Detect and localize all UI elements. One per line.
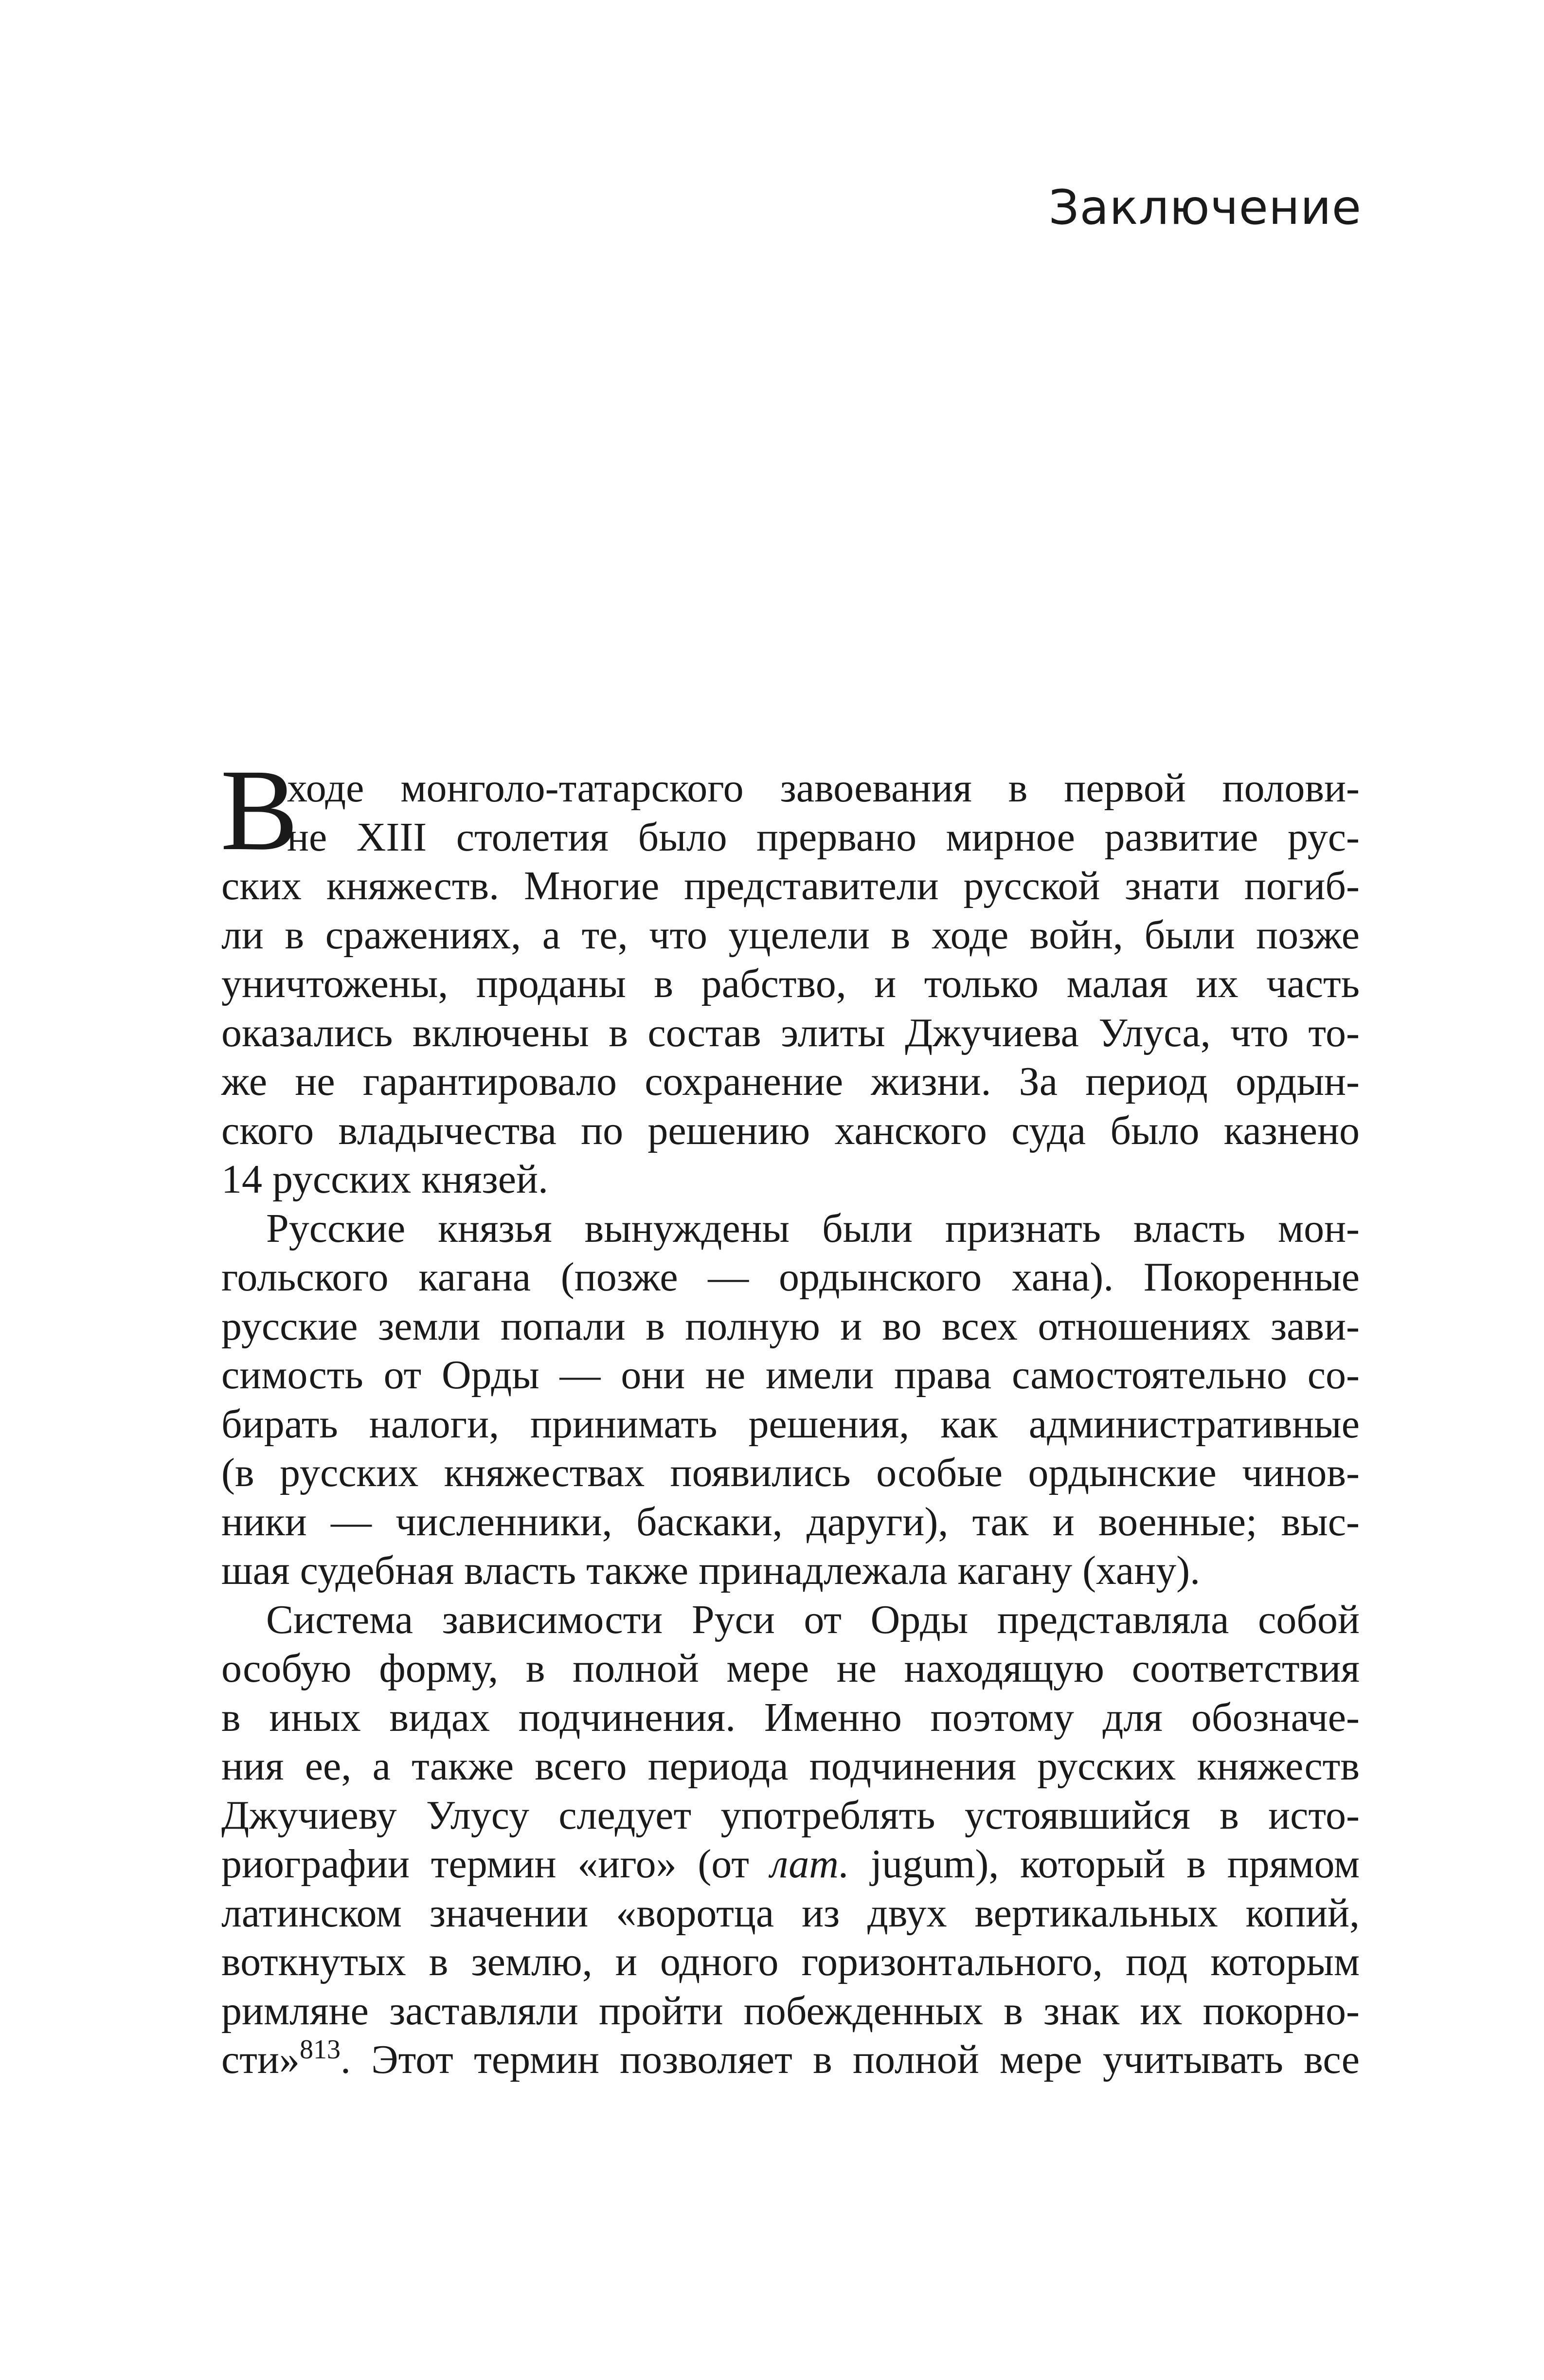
text-line xyxy=(221,1204,1360,1254)
text-line xyxy=(221,1644,1360,1693)
text-line xyxy=(221,1498,1360,1547)
text-line xyxy=(221,1987,1360,2036)
paragraph-2 xyxy=(221,1204,1360,1596)
line-text: бирать налоги, принимать решения, как административные xyxy=(221,1401,1360,1447)
line-text: (в русских княжествах появились особые ордынские чинов- xyxy=(221,1450,1360,1495)
text-line xyxy=(221,1155,1360,1204)
line-text: ники — численники, баскаки, даруги), так и военные; выс- xyxy=(221,1499,1360,1544)
line-text: римляне заставляли пройти побежденных в знак их покорно- xyxy=(221,1988,1360,2034)
line-text: же не гарантировало сохранение жизни. За период ордын- xyxy=(221,1059,1360,1104)
line-text: русские земли попали в полную и во всех отношениях зави- xyxy=(221,1303,1360,1349)
text-line xyxy=(221,1351,1360,1400)
text-line xyxy=(221,1009,1360,1058)
line-text: шая судебная власть также принадлежала кагану (хану). xyxy=(221,1548,1201,1593)
line-text-end: jugum), который в прямом xyxy=(849,1841,1360,1887)
text-line xyxy=(221,911,1360,960)
text-line xyxy=(221,1546,1360,1596)
text-line xyxy=(221,1889,1360,1938)
line-text: не XIII столетия было прервано мирное развитие рус- xyxy=(287,814,1360,860)
line-text: симость от Орды — они не имели права самостоятельно со- xyxy=(221,1352,1360,1398)
text-line xyxy=(221,960,1360,1009)
line-text: оказались включены в состав элиты Джучиева Улуса, что то- xyxy=(221,1010,1360,1055)
line-text: ния ее, а также всего периода подчинения русских княжеств xyxy=(221,1744,1360,1789)
text-line xyxy=(221,1938,1360,1987)
line-text: особую форму, в полной мере не находящую соответствия xyxy=(221,1646,1360,1691)
line-text-end: . Этот термин позволяет в полной мере учитывать все xyxy=(340,2037,1360,2082)
text-line xyxy=(221,1057,1360,1107)
paragraph-3 xyxy=(221,1596,1360,2085)
text-line xyxy=(221,1400,1360,1449)
footnote-reference[interactable]: 813 xyxy=(299,2035,341,2065)
text-line xyxy=(221,2035,1360,2085)
text-line xyxy=(221,1107,1360,1156)
line-text-start: риографии термин «иго» (от xyxy=(221,1841,771,1887)
paragraph-1 xyxy=(220,745,1360,1204)
text-line xyxy=(221,1596,1360,1645)
line-text: ского владычества по решению ханского суда было казнено xyxy=(221,1108,1360,1153)
text-line xyxy=(221,1302,1360,1351)
chapter-title: Заключение xyxy=(1048,180,1362,236)
text-line xyxy=(221,1742,1360,1791)
line-text: ских княжеств. Многие представители русской знати погиб- xyxy=(221,863,1360,908)
text-line xyxy=(221,1449,1360,1498)
line-text: 14 русских князей. xyxy=(221,1157,549,1202)
line-text: Джучиеву Улусу следует употреблять устоявшийся в исто- xyxy=(221,1792,1360,1838)
line-text: ли в сражениях, а те, что уцелели в ходе войн, были позже xyxy=(221,912,1360,958)
text-line xyxy=(221,1253,1360,1302)
line-text: в иных видах подчинения. Именно поэтому для обозначе- xyxy=(221,1694,1360,1740)
text-line xyxy=(221,1840,1360,1889)
line-text: гольского кагана (позже — ордынского хана). Покоренные xyxy=(221,1254,1360,1300)
line-text: Русские князья вынуждены были признать власть мон- xyxy=(266,1205,1360,1251)
line-text-start: сти» xyxy=(221,2037,300,2082)
text-line xyxy=(221,1791,1360,1840)
line-text: уничтожены, проданы в рабство, и только малая их часть xyxy=(221,961,1360,1006)
line-text: ходе монголо-татарского завоевания в первой полови- xyxy=(287,765,1360,811)
text-line xyxy=(221,813,1360,862)
line-text: воткнутых в землю, и одного горизонтального, под которым xyxy=(221,1939,1360,1984)
italic-abbreviation: лат. xyxy=(770,1841,849,1887)
drop-cap: В xyxy=(220,745,299,874)
line-text: Система зависимости Руси от Орды представляла собой xyxy=(266,1597,1360,1642)
text-line xyxy=(221,862,1360,911)
text-line xyxy=(221,1693,1360,1743)
body-text xyxy=(220,745,1360,2085)
line-text: латинском значении «воротца из двух вертикальных копий, xyxy=(221,1890,1360,1936)
